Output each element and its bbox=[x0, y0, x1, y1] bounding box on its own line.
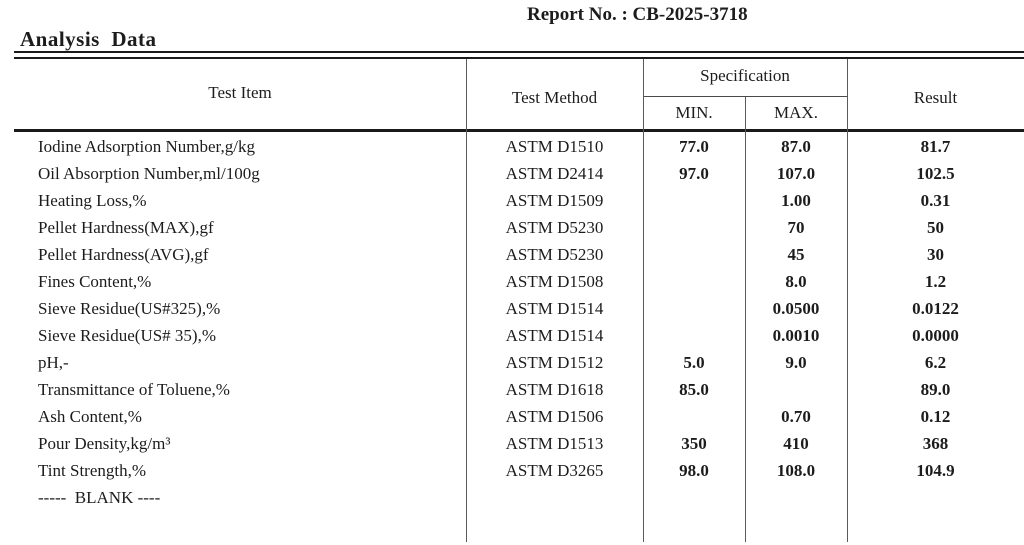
test-method-cell: ASTM D1514 bbox=[505, 299, 604, 318]
result-cell: 104.9 bbox=[916, 461, 955, 480]
column-header-specification: Specification bbox=[700, 66, 790, 85]
result-cell: 50 bbox=[927, 218, 944, 237]
test-method-cell: ASTM D1513 bbox=[505, 434, 604, 453]
result-cell: 81.7 bbox=[920, 137, 951, 156]
table-row bbox=[14, 160, 1024, 187]
test-method-cell: ASTM D1512 bbox=[505, 353, 604, 372]
max-spec-cell bbox=[745, 376, 847, 403]
test-method-cell: ASTM D3265 bbox=[505, 461, 604, 480]
max-spec-cell bbox=[745, 484, 847, 511]
table-row bbox=[14, 295, 1024, 322]
min-spec-cell bbox=[643, 322, 745, 349]
test-item-cell: Tint Strength,% bbox=[38, 461, 147, 480]
max-spec-cell: 0.0010 bbox=[772, 326, 820, 345]
test-method-cell: ASTM D1508 bbox=[505, 272, 604, 291]
result-cell: 0.12 bbox=[920, 407, 951, 426]
title-underline bbox=[14, 51, 1024, 53]
table-row bbox=[14, 430, 1024, 457]
test-method-cell: ASTM D1514 bbox=[505, 326, 604, 345]
min-spec-cell: 350 bbox=[681, 434, 707, 453]
table-row bbox=[14, 268, 1024, 295]
test-method-cell: ASTM D1510 bbox=[505, 137, 604, 156]
test-method-cell: ASTM D1509 bbox=[505, 191, 604, 210]
test-item-cell: Pellet Hardness(MAX),gf bbox=[38, 218, 214, 237]
table-row bbox=[14, 187, 1024, 214]
report-number: Report No. : CB-2025-3718 bbox=[527, 4, 748, 25]
max-spec-cell: 410 bbox=[783, 434, 809, 453]
max-spec-cell: 87.0 bbox=[781, 137, 811, 156]
test-item-cell: Fines Content,% bbox=[38, 272, 152, 291]
page-title: Analysis Data bbox=[20, 27, 157, 51]
test-item-cell: Sieve Residue(US# 35),% bbox=[38, 326, 217, 345]
table-row bbox=[14, 322, 1024, 349]
column-header-min: MIN. bbox=[675, 103, 713, 122]
max-spec-cell: 9.0 bbox=[785, 353, 807, 372]
test-item-cell: Transmittance of Toluene,% bbox=[38, 380, 230, 399]
min-spec-cell: 5.0 bbox=[683, 353, 705, 372]
test-item-cell: Sieve Residue(US#325),% bbox=[38, 299, 221, 318]
max-spec-cell: 45 bbox=[787, 245, 805, 264]
table-header-bottom-border bbox=[14, 129, 1024, 132]
table-row bbox=[14, 484, 1024, 511]
min-spec-cell bbox=[643, 214, 745, 241]
test-item-cell: Pour Density,kg/m³ bbox=[38, 434, 171, 453]
result-cell: 0.0000 bbox=[912, 326, 959, 345]
max-spec-cell: 1.00 bbox=[781, 191, 811, 210]
min-spec-cell bbox=[643, 484, 745, 511]
max-spec-cell: 70 bbox=[787, 218, 805, 237]
result-cell: 1.2 bbox=[924, 272, 947, 291]
table-body bbox=[14, 133, 1024, 511]
max-spec-cell: 0.0500 bbox=[772, 299, 820, 318]
result-cell bbox=[847, 484, 1024, 511]
result-cell: 6.2 bbox=[924, 353, 947, 372]
max-spec-cell: 8.0 bbox=[785, 272, 807, 291]
min-spec-cell: 77.0 bbox=[679, 137, 709, 156]
table-row bbox=[14, 403, 1024, 430]
test-item-cell: Oil Absorption Number,ml/100g bbox=[38, 164, 260, 183]
test-item-cell: ----- BLANK ---- bbox=[38, 488, 161, 507]
table-row bbox=[14, 133, 1024, 160]
table-top-border bbox=[14, 57, 1024, 59]
result-cell: 0.31 bbox=[920, 191, 951, 210]
min-spec-cell bbox=[643, 268, 745, 295]
table-row bbox=[14, 241, 1024, 268]
column-header-test-method: Test Method bbox=[511, 88, 598, 107]
result-cell: 102.5 bbox=[916, 164, 955, 183]
test-item-cell: Pellet Hardness(AVG),gf bbox=[38, 245, 209, 264]
result-cell: 89.0 bbox=[920, 380, 951, 399]
min-spec-cell bbox=[643, 187, 745, 214]
test-item-cell: Heating Loss,% bbox=[38, 191, 147, 210]
min-spec-cell: 98.0 bbox=[679, 461, 709, 480]
min-spec-cell: 85.0 bbox=[679, 380, 709, 399]
test-method-cell: ASTM D1506 bbox=[505, 407, 604, 426]
result-cell: 30 bbox=[927, 245, 944, 264]
min-spec-cell: 97.0 bbox=[679, 164, 709, 183]
test-item-cell: pH,- bbox=[38, 353, 69, 372]
min-spec-cell bbox=[643, 241, 745, 268]
table-row bbox=[14, 349, 1024, 376]
max-spec-cell: 0.70 bbox=[781, 407, 811, 426]
table-row bbox=[14, 457, 1024, 484]
column-header-max: MAX. bbox=[774, 103, 818, 122]
result-cell: 368 bbox=[922, 434, 949, 453]
table-row bbox=[14, 214, 1024, 241]
test-method-cell: ASTM D5230 bbox=[505, 218, 604, 237]
max-spec-cell: 107.0 bbox=[776, 164, 816, 183]
test-item-cell: Ash Content,% bbox=[38, 407, 142, 426]
test-item-cell: Iodine Adsorption Number,g/kg bbox=[38, 137, 255, 156]
test-method-cell bbox=[466, 484, 643, 511]
min-spec-cell bbox=[643, 403, 745, 430]
column-header-test-item: Test Item bbox=[208, 83, 272, 102]
max-spec-cell: 108.0 bbox=[776, 461, 816, 480]
test-method-cell: ASTM D2414 bbox=[505, 164, 604, 183]
test-method-cell: ASTM D5230 bbox=[505, 245, 604, 264]
result-cell: 0.0122 bbox=[912, 299, 959, 318]
test-method-cell: ASTM D1618 bbox=[505, 380, 604, 399]
column-header-result: Result bbox=[913, 88, 958, 107]
table-row bbox=[14, 376, 1024, 403]
min-spec-cell bbox=[643, 295, 745, 322]
